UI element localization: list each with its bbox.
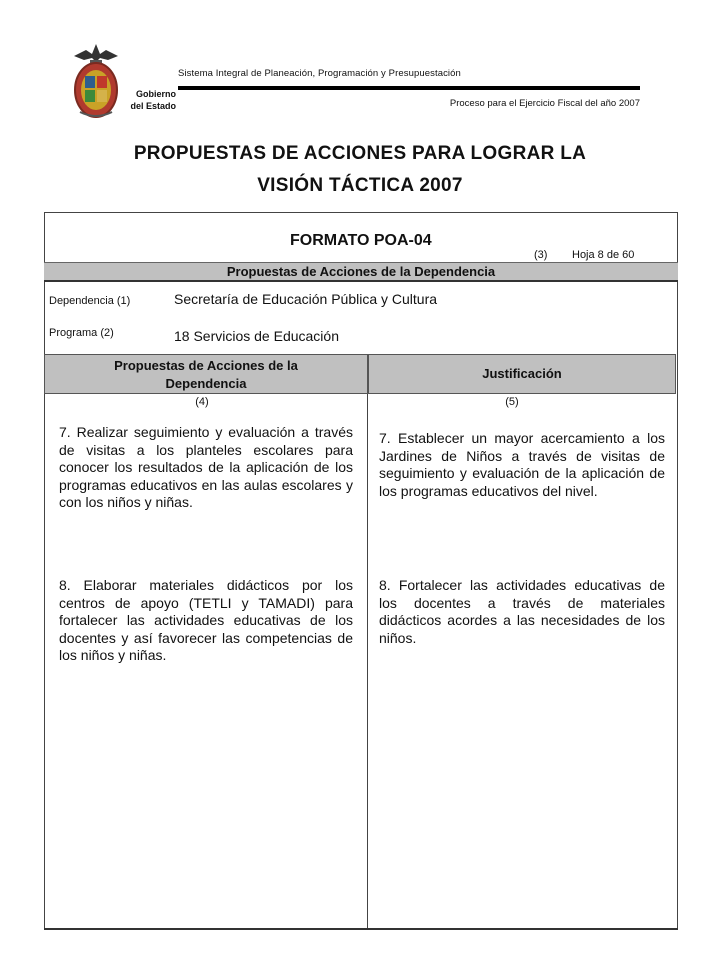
- page-title: [60, 138, 660, 202]
- government-label: [116, 88, 176, 112]
- system-name: Sistema Integral de Planeación, Programación y Presupuestación: [178, 68, 461, 79]
- column-header-acciones-line1: Propuestas de Acciones de la: [114, 358, 298, 373]
- dependencia-label: Dependencia (1): [49, 295, 131, 307]
- page-number: Hoja 8 de 60: [572, 249, 635, 261]
- form-border-top: [44, 212, 678, 213]
- state-coat-of-arms-icon: [70, 42, 122, 120]
- form-border-left: [44, 212, 45, 930]
- column-number-left: (4): [195, 396, 209, 408]
- action-item-8: 8. Elaborar materiales didácticos por los centros de apoyo (TETLI y TAMADI) para fortalecer las actividades educativas de los docentes y así favorecer las competencias de los niños y niñas.: [59, 577, 353, 663]
- title-line2: VISIÓN TÁCTICA 2007: [257, 175, 463, 196]
- programa-value: 18 Servicios de Educación: [174, 328, 339, 344]
- justification-item-8: 8. Fortalecer las actividades educativas de los docentes a través de materiales didácticos acordes a las necesidades de los niños.: [379, 577, 665, 646]
- dependencia-value: Secretaría de Educación Pública y Cultura: [174, 291, 438, 307]
- column-header-acciones-line2: Dependencia: [165, 376, 247, 391]
- page-ref: (3): [534, 249, 548, 261]
- section-header: Propuestas de Acciones de la Dependencia: [44, 262, 678, 282]
- action-item-7: 7. Realizar seguimiento y evaluación a través de visitas a los planteles escolares para conocer los resultados de la aplicación de los programas educativos en las aulas escolares y con los niños y niñas.: [59, 424, 353, 510]
- programa-label: Programa (2): [49, 327, 114, 339]
- government-line2: del Estado: [130, 101, 176, 111]
- column-header-justificacion: Justificación: [368, 354, 676, 394]
- justification-item-7: 7. Establecer un mayor acercamiento a los Jardines de Niños a través de visitas de seguimiento y evaluación de la aplicación de los programas educativos del nivel.: [379, 430, 665, 499]
- header-rule: [178, 86, 640, 90]
- column-number-right: (5): [505, 396, 519, 408]
- column-divider: [367, 394, 368, 928]
- form-border-bottom: [44, 928, 678, 930]
- title-line1: PROPUESTAS DE ACCIONES PARA LOGRAR LA: [133, 143, 587, 164]
- column-header-acciones: [44, 354, 368, 394]
- form-code: FORMATO POA-04: [290, 232, 432, 249]
- form-border-right: [677, 212, 678, 930]
- government-line1: Gobierno: [136, 89, 176, 99]
- fiscal-process: Proceso para el Ejercicio Fiscal del año 2007: [449, 98, 640, 109]
